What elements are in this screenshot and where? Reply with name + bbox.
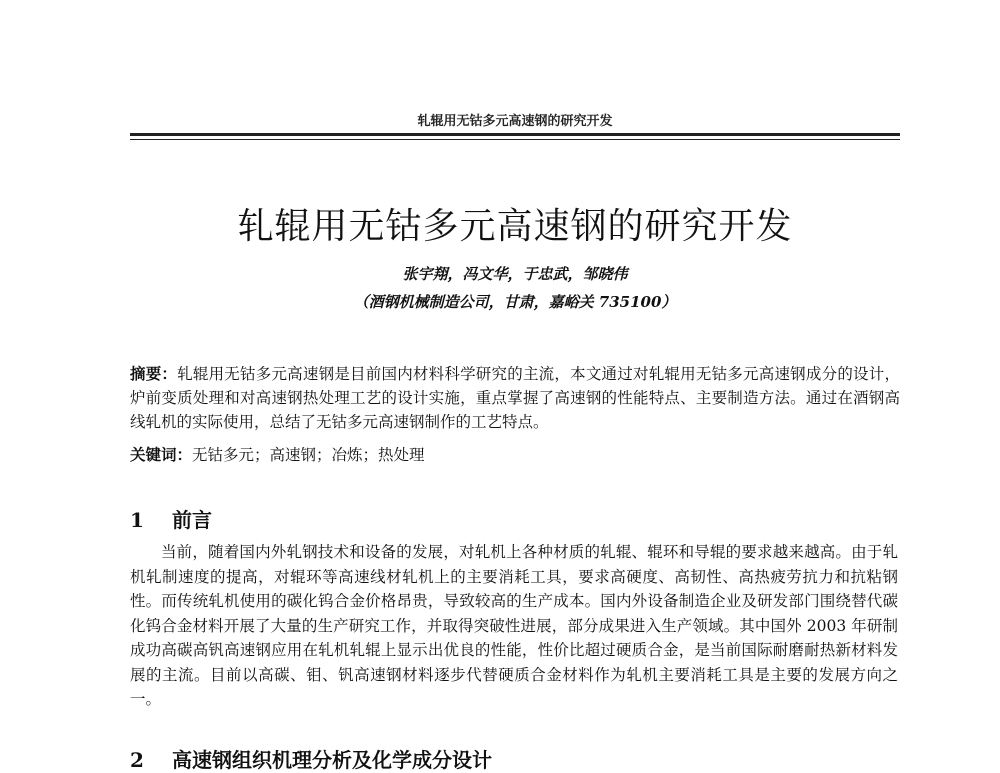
abstract-text: 轧辊用无钴多元高速钢是目前国内材料科学研究的主流，本文通过对轧辊用无钴多元高速钢成分的设计，炉前变质处理和对高速钢热处理工艺的设计实施，重点掌握了高速钢的性能特点、主要制造方法。通过在酒钢高线轧机的实际使用，总结了无钴多元高速钢制作的工艺特点。 (130, 365, 900, 431)
header-rule-thick (130, 133, 900, 136)
abstract (130, 362, 900, 434)
keywords-text: 无钴多元；高速钢；冶炼；热处理 (192, 446, 425, 464)
running-header: 轧辊用无钴多元高速钢的研究开发 (417, 114, 613, 129)
affiliation: （酒钢机械制造公司，甘肃，嘉峪关 735100） (353, 293, 677, 311)
keywords-label: 关键词： (130, 445, 193, 464)
header-rule-thin (130, 139, 900, 140)
section-title: 高速钢组织机理分析及化学成分设计 (172, 748, 492, 772)
section-heading-2 (130, 744, 492, 773)
author-list: 张宇翔，冯文华，于忠武，邹晓伟 (402, 265, 628, 283)
section-number: 2 (130, 748, 144, 772)
section-title: 前言 (172, 508, 212, 532)
abstract-label: 摘要： (130, 364, 178, 383)
section-heading-1 (130, 504, 212, 533)
body-paragraph: 当前，随着国内外轧钢技术和设备的发展，对轧机上各种材质的轧辊、辊环和导辊的要求越来越高。由于轧机轧制速度的提高，对辊环等高速线材轧机上的主要消耗工具，要求高硬度、高韧性、高热疲劳抗力和抗粘钢性。而传统轧机使用的碳化钨合金价格昂贵，导致较高的生产成本。国内外设备制造企业及研发部门围绕替代碳化钨合金材料开展了大量的生产研究工作，并取得突破性进展，部分成果进入生产领域。其中国外 2003 年研制成功高碳高钒高速钢应用在轧机轧辊上显示出优良的性能，性价比超过硬质合金，是当前国际耐磨耐热新材料发展的主流。目前以高碳、钼、钒高速钢材料逐步代替硬质合金材料作为轧机主要消耗工具是主要的发展方向之一。 (130, 543, 898, 708)
paper-title: 轧辊用无钴多元高速钢的研究开发 (237, 206, 793, 247)
keywords (130, 443, 900, 467)
section-number: 1 (130, 508, 144, 532)
